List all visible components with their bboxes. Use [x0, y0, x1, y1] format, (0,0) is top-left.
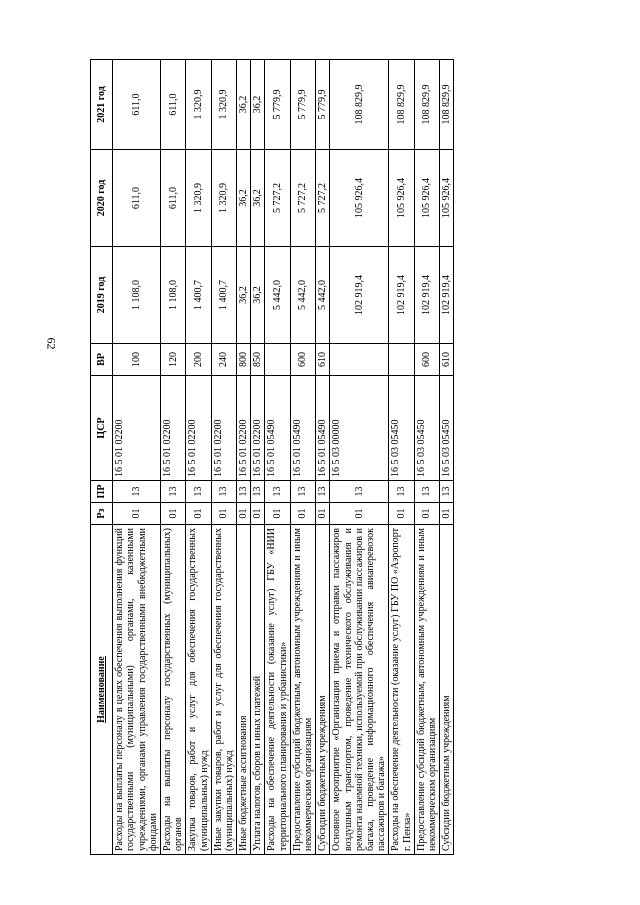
- row-vr-cell: 850: [251, 344, 265, 376]
- row-name-cell: Иные бюджетные ассигнования: [237, 525, 251, 855]
- row-2020-cell: 611,0: [160, 150, 185, 247]
- row-name-cell: Расходы на обеспечение деятельности (оказание услуг) ГБУ «НИИ территориального планирования и урбанистики»: [265, 525, 290, 855]
- row-2019-cell: 1 108,0: [160, 247, 185, 344]
- row-2021-cell: 1 320,9: [186, 60, 211, 150]
- row-2020-cell: 36,2: [237, 150, 251, 247]
- row-csr-cell: 16 5 01 02200: [211, 376, 236, 481]
- row-vr-cell: 610: [316, 344, 330, 376]
- header-rz: Рз: [91, 503, 113, 525]
- row-name-cell: Иные закупки товаров, работ и услуг для обеспечения государственных (муниципальных) нужд: [211, 525, 236, 855]
- header-vr: ВР: [91, 344, 113, 376]
- row-pr-cell: 13: [265, 481, 290, 503]
- row-vr-cell: [330, 344, 389, 376]
- row-2020-cell: 1 320,9: [186, 150, 211, 247]
- row-2021-cell: 611,0: [113, 60, 161, 150]
- row-2020-cell: 105 926,4: [440, 150, 454, 247]
- row-name-cell: Субсидии бюджетным учреждениям: [440, 525, 454, 855]
- row-2021-cell: 1 320,9: [211, 60, 236, 150]
- row-vr-cell: [389, 344, 414, 376]
- row-name-cell: Расходы на выплаты персоналу государственных (муниципальных) органов: [160, 525, 185, 855]
- row-rz-cell: 01: [389, 503, 414, 525]
- row-rz-cell: 01: [160, 503, 185, 525]
- table-row: [113, 60, 161, 855]
- row-csr-cell: 16 5 01 02200: [251, 376, 265, 481]
- row-pr-cell: 13: [414, 481, 439, 503]
- page-number: 62: [44, 337, 59, 350]
- row-pr-cell: 13: [237, 481, 251, 503]
- row-2019-cell: 36,2: [251, 247, 265, 344]
- row-name-cell: Расходы на обеспечение деятельности (оказание услуг) ГБУ ПО «Аэропорт г. Пенза»: [389, 525, 414, 855]
- row-rz-cell: 01: [330, 503, 389, 525]
- row-vr-cell: 600: [290, 344, 315, 376]
- row-csr-cell: 16 5 01 02200: [186, 376, 211, 481]
- row-2019-cell: 5 442,0: [290, 247, 315, 344]
- row-csr-cell: 16 5 03 05450: [440, 376, 454, 481]
- row-2020-cell: 105 926,4: [414, 150, 439, 247]
- table-container: [90, 60, 600, 855]
- row-2019-cell: 102 919,4: [440, 247, 454, 344]
- row-2021-cell: 5 779,9: [316, 60, 330, 150]
- row-2019-cell: 102 919,4: [330, 247, 389, 344]
- header-2021: 2021 год: [91, 60, 113, 150]
- table-row: [160, 60, 185, 855]
- row-rz-cell: 01: [316, 503, 330, 525]
- row-name-cell: Основное мероприятие «Организация приема и отправки пассажиров воздушным транспортом, проведение технического обслуживания и ремонта наземной техники, используемой при обслуживании пассажиров и багажа, проведение информационного обеспечения авиаперевозок пассажиров и багажа»: [330, 525, 389, 855]
- row-rz-cell: 01: [251, 503, 265, 525]
- table-row: [389, 60, 414, 855]
- row-pr-cell: 13: [186, 481, 211, 503]
- row-csr-cell: 16 5 01 05490: [316, 376, 330, 481]
- table-row: [265, 60, 290, 855]
- row-2020-cell: 611,0: [113, 150, 161, 247]
- row-2021-cell: 36,2: [251, 60, 265, 150]
- row-rz-cell: 01: [414, 503, 439, 525]
- header-2020: 2020 год: [91, 150, 113, 247]
- row-2019-cell: 102 919,4: [389, 247, 414, 344]
- row-2019-cell: 5 442,0: [316, 247, 330, 344]
- row-2019-cell: 1 108,0: [113, 247, 161, 344]
- row-2021-cell: 36,2: [237, 60, 251, 150]
- row-2021-cell: 108 829,9: [414, 60, 439, 150]
- row-pr-cell: 13: [211, 481, 236, 503]
- header-2019: 2019 год: [91, 247, 113, 344]
- row-csr-cell: 16 5 01 02200: [113, 376, 161, 481]
- table-row: [414, 60, 439, 855]
- row-vr-cell: 600: [414, 344, 439, 376]
- row-2020-cell: 1 320,9: [211, 150, 236, 247]
- table-body: [113, 60, 454, 855]
- row-2020-cell: 5 727,2: [290, 150, 315, 247]
- table-row: [316, 60, 330, 855]
- row-2019-cell: 36,2: [237, 247, 251, 344]
- row-rz-cell: 01: [290, 503, 315, 525]
- row-2021-cell: 108 829,9: [330, 60, 389, 150]
- row-rz-cell: 01: [237, 503, 251, 525]
- row-name-cell: Субсидии бюджетным учреждениям: [316, 525, 330, 855]
- row-pr-cell: 13: [440, 481, 454, 503]
- row-vr-cell: 240: [211, 344, 236, 376]
- row-2020-cell: 5 727,2: [265, 150, 290, 247]
- row-2020-cell: 36,2: [251, 150, 265, 247]
- row-rz-cell: 01: [211, 503, 236, 525]
- table-row: [440, 60, 454, 855]
- row-rz-cell: 01: [186, 503, 211, 525]
- table-header-row: [91, 60, 113, 855]
- row-name-cell: Расходы на выплаты персоналу в целях обеспечения выполнения функций государственными (муниципальными) органами, казенными учреждениями, органами управления государственными внебюджетными фондами: [113, 525, 161, 855]
- table-row: [237, 60, 251, 855]
- row-2021-cell: 108 829,9: [389, 60, 414, 150]
- row-2020-cell: 5 727,2: [316, 150, 330, 247]
- table-row: [186, 60, 211, 855]
- row-pr-cell: 13: [389, 481, 414, 503]
- row-pr-cell: 13: [290, 481, 315, 503]
- row-2020-cell: 105 926,4: [330, 150, 389, 247]
- row-csr-cell: 16 5 03 05450: [414, 376, 439, 481]
- row-vr-cell: 800: [237, 344, 251, 376]
- row-2021-cell: 108 829,9: [440, 60, 454, 150]
- row-name-cell: Предоставление субсидий бюджетным, автономным учреждениям и иным некоммерческим организациям: [414, 525, 439, 855]
- row-csr-cell: 16 5 03 05450: [389, 376, 414, 481]
- row-name-cell: Предоставление субсидий бюджетным, автономным учреждениям и иным некоммерческим организациям: [290, 525, 315, 855]
- row-vr-cell: 120: [160, 344, 185, 376]
- row-2019-cell: 1 400,7: [211, 247, 236, 344]
- row-vr-cell: [265, 344, 290, 376]
- row-vr-cell: 200: [186, 344, 211, 376]
- row-name-cell: Уплата налогов, сборов и иных платежей: [251, 525, 265, 855]
- row-pr-cell: 13: [330, 481, 389, 503]
- budget-table: [90, 59, 454, 855]
- row-2019-cell: 1 400,7: [186, 247, 211, 344]
- header-csr: ЦСР: [91, 376, 113, 481]
- row-2019-cell: 102 919,4: [414, 247, 439, 344]
- row-rz-cell: 01: [440, 503, 454, 525]
- row-vr-cell: 100: [113, 344, 161, 376]
- header-name: Наименование: [91, 525, 113, 855]
- row-csr-cell: 16 5 01 05490: [265, 376, 290, 481]
- row-2021-cell: 5 779,9: [290, 60, 315, 150]
- row-rz-cell: 01: [113, 503, 161, 525]
- row-2019-cell: 5 442,0: [265, 247, 290, 344]
- row-pr-cell: 13: [316, 481, 330, 503]
- row-pr-cell: 13: [251, 481, 265, 503]
- row-2020-cell: 105 926,4: [389, 150, 414, 247]
- table-row: [211, 60, 236, 855]
- row-2021-cell: 611,0: [160, 60, 185, 150]
- rotated-table-area: [90, 60, 600, 855]
- row-rz-cell: 01: [265, 503, 290, 525]
- table-row: [330, 60, 389, 855]
- table-row: [290, 60, 315, 855]
- row-csr-cell: 16 5 03 00000: [330, 376, 389, 481]
- row-vr-cell: 610: [440, 344, 454, 376]
- row-pr-cell: 13: [160, 481, 185, 503]
- row-2021-cell: 5 779,9: [265, 60, 290, 150]
- row-pr-cell: 13: [113, 481, 161, 503]
- row-csr-cell: 16 5 01 02200: [160, 376, 185, 481]
- row-name-cell: Закупка товаров, работ и услуг для обеспечения государственных (муниципальных) нужд: [186, 525, 211, 855]
- header-pr: ПР: [91, 481, 113, 503]
- table-row: [251, 60, 265, 855]
- row-csr-cell: 16 5 01 05490: [290, 376, 315, 481]
- row-csr-cell: 16 5 01 02200: [237, 376, 251, 481]
